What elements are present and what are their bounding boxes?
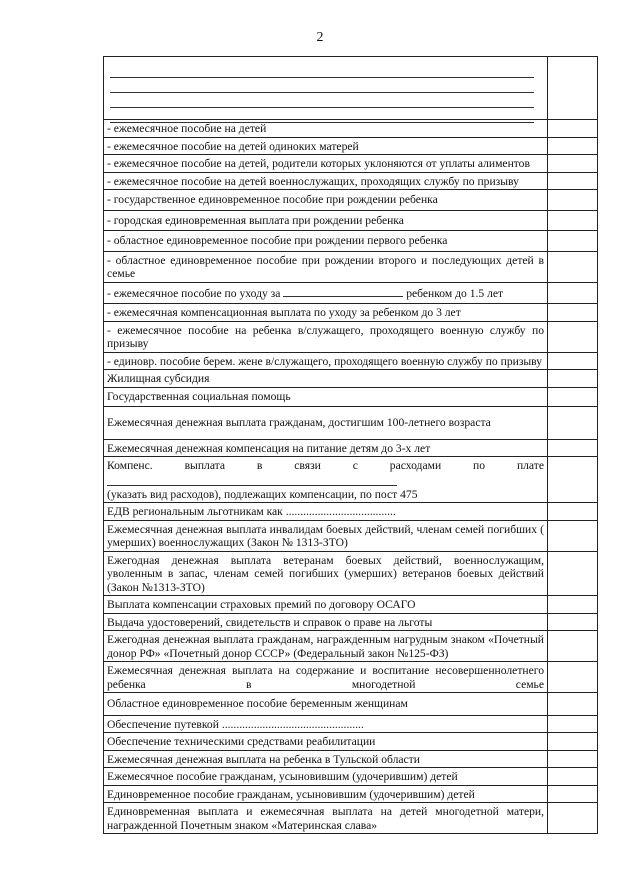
- benefit-label: Обеспечение путевкой .................................................: [104, 716, 548, 733]
- table-row: [103, 440, 598, 458]
- mark-cell[interactable]: [548, 138, 597, 155]
- mark-cell[interactable]: [548, 693, 597, 715]
- benefit-label: - единовр. пособие берем. жене в/служащего, проходящего военную службу по призыву: [104, 353, 548, 370]
- table-row: [103, 211, 598, 232]
- benefit-label: Ежемесячная денежная выплата гражданам, достигшим 100-летнего возраста: [104, 407, 548, 439]
- mark-cell[interactable]: [548, 190, 597, 210]
- page-number: 2: [316, 30, 324, 45]
- blank-line: [110, 78, 534, 93]
- benefit-label: - государственное единовременное пособие при рождении ребенка: [104, 190, 548, 210]
- mark-cell[interactable]: [548, 57, 597, 119]
- table-row: [103, 803, 598, 834]
- mark-cell[interactable]: [548, 252, 597, 282]
- mark-cell[interactable]: [548, 751, 597, 768]
- benefit-label: - ежемесячное пособие на детей, родители которых уклоняются от уплаты алиментов: [104, 155, 548, 172]
- table-row: [103, 503, 598, 521]
- benefit-label: Областное единовременное пособие беременным женщинам: [104, 693, 548, 715]
- table-row: [103, 138, 598, 156]
- benefit-label: - ежемесячная компенсационная выплата по уходу за ребенком до 3 лет: [104, 304, 548, 321]
- benefit-label: - ежемесячное пособие на детей военнослужащих, проходящих службу по призыву: [104, 173, 548, 190]
- mark-cell[interactable]: [548, 173, 597, 190]
- table-row: [103, 552, 598, 597]
- compensation-line1: Компенс. выплата в связи с расходами по плате: [107, 459, 544, 472]
- mark-cell[interactable]: [548, 353, 597, 370]
- table-row: [103, 751, 598, 769]
- table-row: [103, 631, 598, 662]
- table-row: [103, 120, 598, 138]
- mark-cell[interactable]: [548, 440, 597, 457]
- mark-cell[interactable]: [548, 631, 597, 661]
- mark-cell[interactable]: [548, 370, 597, 387]
- mark-cell[interactable]: [548, 733, 597, 750]
- table-row: [103, 457, 598, 503]
- benefit-label: Ежегодная денежная выплата гражданам, награжденным нагрудным знаком «Почетный донор РФ» «Почетный донор СССР» (Федеральный закон №125-ФЗ): [104, 631, 548, 661]
- table-row: [103, 614, 598, 632]
- benefits-table: [103, 56, 598, 834]
- benefit-label: - областное единовременное пособие при рождении первого ребенка: [104, 231, 548, 251]
- benefit-label: Ежемесячная денежная выплата на ребенка в Тульской области: [104, 751, 548, 768]
- table-row: [103, 304, 598, 322]
- mark-cell[interactable]: [548, 552, 597, 596]
- blank-field[interactable]: [107, 473, 397, 486]
- mark-cell[interactable]: [548, 211, 597, 231]
- table-row: [103, 786, 598, 804]
- table-row: [103, 173, 598, 191]
- table-row: [103, 521, 598, 552]
- mark-cell[interactable]: [548, 768, 597, 785]
- benefit-label: - ежемесячное пособие на детей: [104, 120, 548, 137]
- benefit-label: Государственная социальная помощь: [104, 388, 548, 407]
- benefit-label: Обеспечение техническими средствами реабилитации: [104, 733, 548, 750]
- table-row: [103, 370, 598, 388]
- blank-line: [110, 63, 534, 78]
- mark-cell[interactable]: [548, 521, 597, 551]
- mark-cell[interactable]: [548, 614, 597, 631]
- table-row: [103, 768, 598, 786]
- mark-cell[interactable]: [548, 457, 597, 502]
- blank-field[interactable]: [283, 286, 403, 297]
- table-row: [103, 662, 598, 693]
- table-row: [103, 322, 598, 353]
- benefit-label: Ежемесячная денежная компенсация на питание детям до 3-х лет: [104, 440, 548, 457]
- table-row-blank: [103, 56, 598, 120]
- mark-cell[interactable]: [548, 322, 597, 352]
- mark-cell[interactable]: [548, 304, 597, 321]
- mark-cell[interactable]: [548, 388, 597, 407]
- childcare-benefit: [104, 283, 548, 304]
- blank-line: [110, 93, 534, 108]
- benefit-label: Ежемесячная денежная выплата инвалидам боевых действий, членам семей погибших ( умерших) военнослужащих (Закон № 1313-ЗТО): [104, 521, 548, 551]
- childcare-after: ребенком до 1.5 лет: [406, 286, 504, 300]
- mark-cell[interactable]: [548, 803, 597, 833]
- benefit-label: Ежегодная денежная выплата ветеранам боевых действий, военнослужащим, уволенным в запас, членам семей погибших (умерших) ветеранов боевых действий (Закон №1313-ЗТО): [104, 552, 548, 596]
- table-row: [103, 693, 598, 716]
- mark-cell[interactable]: [548, 155, 597, 172]
- benefit-label: - областное единовременное пособие при рождении второго и последующих детей в семье: [104, 252, 548, 282]
- table-row: [103, 388, 598, 408]
- compensation-benefit: [104, 457, 548, 502]
- childcare-before: - ежемесячное пособие по уходу за: [107, 286, 281, 300]
- blank-lines: [104, 57, 548, 119]
- table-row: [103, 596, 598, 614]
- benefit-label: Единовременная выплата и ежемесячная выплата на детей многодетной матери, награжденной Почетным знаком «Материнская слава»: [104, 803, 548, 833]
- benefit-label: - городская единовременная выплата при рождении ребенка: [104, 211, 548, 231]
- table-row: [103, 733, 598, 751]
- compensation-line2: (указать вид расходов), подлежащих компенсации, по пост 475: [107, 487, 418, 501]
- mark-cell[interactable]: [548, 716, 597, 733]
- benefit-label: - ежемесячное пособие на ребенка в/служащего, проходящего военную службу по призыву: [104, 322, 548, 352]
- mark-cell[interactable]: [548, 596, 597, 613]
- table-row: [103, 190, 598, 211]
- benefit-label: - ежемесячное пособие на детей одиноких матерей: [104, 138, 548, 155]
- mark-cell[interactable]: [548, 503, 597, 520]
- benefit-label: Выдача удостоверений, свидетельств и справок о праве на льготы: [104, 614, 548, 631]
- benefit-label: Единовременное пособие гражданам, усыновившим (удочерившим) детей: [104, 786, 548, 803]
- table-row: [103, 716, 598, 734]
- table-row: [103, 252, 598, 283]
- table-row: [103, 407, 598, 440]
- benefit-label: Ежемесячная денежная выплата на содержание и воспитание несовершеннолетнего ребенка в многодетной семье: [104, 662, 548, 692]
- table-row: [103, 353, 598, 371]
- benefit-label: ЕДВ региональным льготникам как ......................................: [104, 503, 548, 520]
- benefit-label: Выплата компенсации страховых премий по договору ОСАГО: [104, 596, 548, 613]
- mark-cell[interactable]: [548, 662, 597, 692]
- mark-cell[interactable]: [548, 283, 597, 304]
- mark-cell[interactable]: [548, 407, 597, 439]
- mark-cell[interactable]: [548, 231, 597, 251]
- mark-cell[interactable]: [548, 120, 597, 137]
- benefit-label: Жилищная субсидия: [104, 370, 548, 387]
- table-row: [103, 155, 598, 173]
- mark-cell[interactable]: [548, 786, 597, 803]
- table-row: [103, 231, 598, 252]
- benefit-label: Ежемесячное пособие гражданам, усыновившим (удочерившим) детей: [104, 768, 548, 785]
- table-row: [103, 283, 598, 305]
